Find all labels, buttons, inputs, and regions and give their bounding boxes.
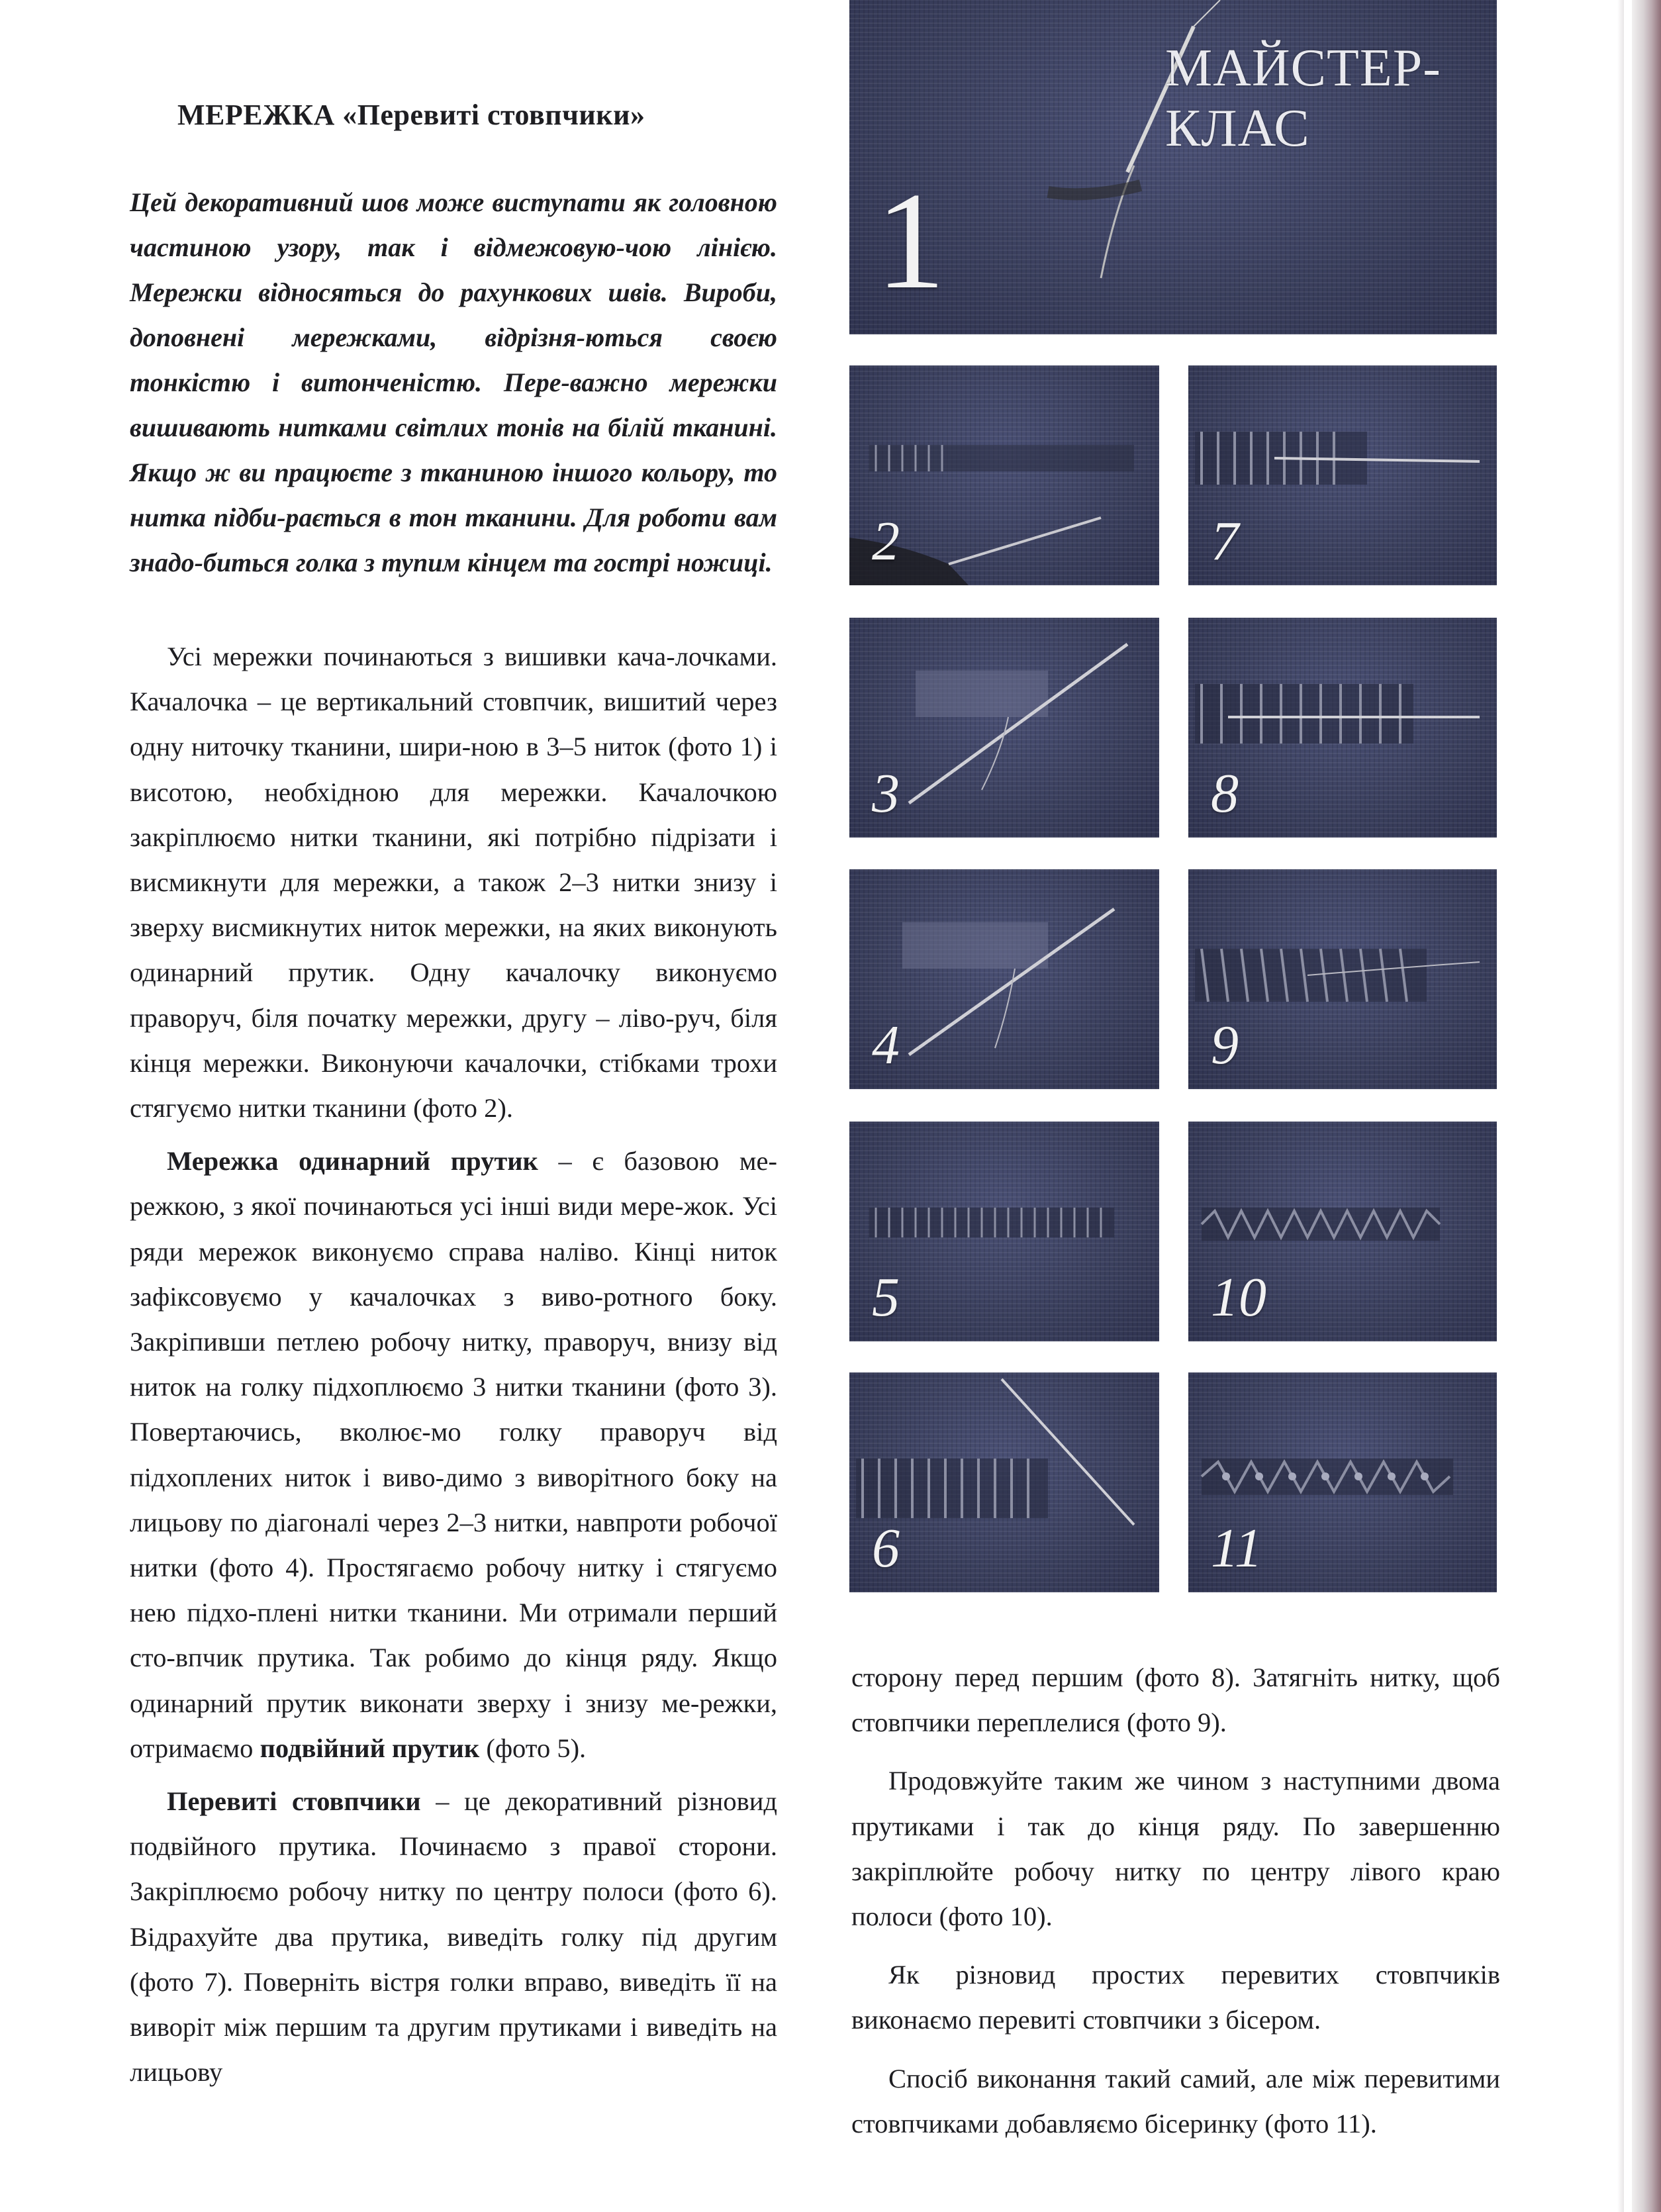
article-intro: Цей декоративний шов може виступати як головною частиною узору, так і відмежовую-чою лінією. Мережки відносяться до рахункових швів. Вироби, доповнені мережками, відрізня-ються своєю тонкістю і витонченістю. Пере-важно мережки вишивають нитками світлих тонів на білій тканині. Якщо ж ви працюєте з тканиною іншого кольору, то нитка підби-рається в тон тканини. Для роботи вам знадо-биться голка з тупим кінцем та гострі ножиці. — [130, 187, 777, 577]
paragraph-2-text: – є базовою ме-режкою, з якої починаються усі інші види мере-жок. Усі ряди мережок виконуємо справа наліво. Кінці ниток зафіксовуємо у качалочках з виво-ротного боку. Закріпивши петлею робочу нитку, праворуч, внизу від ниток на голку підхоплюємо 3 нитки тканини (фото 3). Повертаючись, вколює-мо голку праворуч від підхоплених ниток і виво-димо з виворітного боку на лицьову по діагоналі через 2–3 нитки, навпроти робочої нитки (фото 4). Простягаємо робочу нитку і стягуємо нею підхо-плені нитки тканини. Ми отримали перший сто-впчик прутика. Так робимо до кінця ряду. Якщо одинарний прутик виконати зверху і знизу ме-режки, отримаємо — [130, 1146, 777, 1763]
photo-6 — [849, 1372, 1159, 1592]
paragraph-5: Продовжуйте таким же чином з наступними двома прутиками і так до кінця ряду. По завершенню закріплюйте робочу нитку по центру лівого краю полоси (фото 10). — [851, 1766, 1500, 1932]
article-title: МЕРЕЖКА «Перевиті стовпчики» — [177, 99, 645, 131]
paragraph-7: Спосіб виконання такий самий, але між перевитими стовпчиками добавляємо бісеринку (фото 11). — [851, 2063, 1500, 2139]
paragraph-3 — [130, 1779, 777, 2095]
page-edge-highlight — [1617, 0, 1624, 2212]
photo-1-number: 1 — [876, 164, 945, 318]
paragraph-4: сторону перед першим (фото 8). Затягніть нитку, щоб стовпчики переплелися (фото 9). — [851, 1662, 1500, 1738]
photo-10 — [1188, 1122, 1497, 1341]
photo-4 — [849, 869, 1159, 1089]
term-twisted-columns: Перевиті стовпчики — [167, 1786, 421, 1817]
article-body-left — [130, 634, 777, 2095]
paragraph-1: Усі мережки починаються з вишивки кача-лочками. Качалочка – це вертикальний стовпчик, вишитий через одну ниточку тканини, шири-ною в 3–5 ниток (фото 1) і висотою, необхідною для мережки. Качалочкою закріплюємо нитки тканини, які потрібно підрізати і висмикнути для мережки, а також 2–3 нитки знизу і зверху висмикнутих ниток мережки, на яких виконують одинарний прутик. Одну качалочку виконуємо праворуч, біля початку мережки, другу – ліво-руч, біля кінця мережки. Виконуючи качалочки, стібками трохи стягуємо нитки тканини (фото 2). — [130, 642, 777, 1124]
photo-1 — [849, 0, 1497, 334]
section-header: МАЙСТЕР-КЛАС — [1165, 39, 1441, 158]
photo-5 — [849, 1122, 1159, 1341]
photo-6-number: 6 — [872, 1517, 900, 1579]
paragraph-6: Як різновид простих перевитих стовпчиків виконаємо перевиті стовпчики з бісером. — [851, 1960, 1500, 2035]
paragraph-2-end: (фото 5). — [479, 1733, 587, 1763]
photo-9 — [1188, 869, 1497, 1089]
photo-11-number: 11 — [1211, 1517, 1262, 1579]
paragraph-3-text: – це декоративний різновид подвійного прутика. Починаємо з правої сторони. Закріплюємо робочу нитку по центру полоси (фото 6). Відрахуйте два прутика, виведіть голку під другим (фото 7). Поверніть вістря голки вправо, виведіть її на виворіт між першим та другим прутиками і виведіть на лицьову — [130, 1786, 777, 2088]
photo-7 — [1188, 365, 1497, 585]
photo-10-number: 10 — [1211, 1267, 1266, 1328]
term-double-rod: подвійний прутик — [260, 1733, 480, 1763]
photo-8-number: 8 — [1211, 763, 1239, 824]
photo-8 — [1188, 618, 1497, 838]
photo-2-number: 2 — [872, 510, 900, 572]
photo-3 — [849, 618, 1159, 838]
article-body-right — [851, 1655, 1500, 2146]
photo-5-number: 5 — [872, 1267, 900, 1328]
term-single-rod: Мережка одинарний прутик — [167, 1146, 538, 1177]
page-edge — [1632, 0, 1661, 2212]
photo-2 — [849, 365, 1159, 585]
photo-3-number: 3 — [872, 763, 900, 824]
photo-4-number: 4 — [872, 1014, 900, 1076]
photo-7-number: 7 — [1211, 510, 1239, 572]
paragraph-2 — [130, 1139, 777, 1771]
photo-9-number: 9 — [1211, 1014, 1239, 1076]
photo-11 — [1188, 1372, 1497, 1592]
